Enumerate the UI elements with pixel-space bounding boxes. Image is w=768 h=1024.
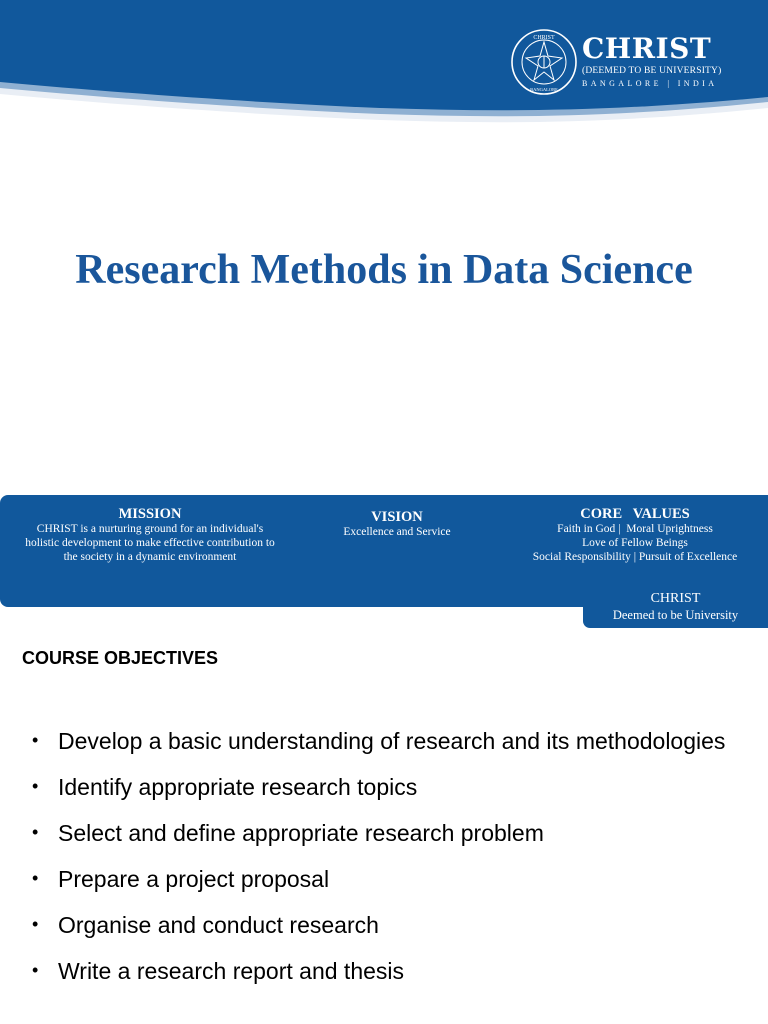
vision-text: Excellence and Service	[343, 526, 451, 538]
university-seal-icon	[510, 28, 578, 96]
objectives-list	[32, 718, 752, 994]
core-values-heading: CORE VALUES	[580, 506, 690, 522]
objective-item	[32, 902, 752, 948]
bullet: •	[32, 914, 39, 934]
objective-text: Write a research report and thesis	[58, 958, 405, 984]
footer-tab-text	[583, 591, 768, 623]
bullet: •	[32, 960, 39, 980]
core-values-section	[505, 506, 765, 564]
objective-text: Select and define appropriate research problem	[58, 820, 544, 846]
logo-city: BANGALORE | INDIA	[582, 79, 718, 88]
objective-text: Prepare a project proposal	[58, 866, 330, 892]
objective-item	[32, 718, 752, 764]
seal-top-text: CHRIST	[533, 35, 555, 41]
mission-heading: MISSION	[118, 506, 182, 522]
seal-bottom-text: BANGALORE	[530, 87, 558, 92]
objective-text: Organise and conduct research	[58, 912, 379, 938]
objective-text: Develop a basic understanding of research and its methodologies	[58, 728, 726, 754]
objective-item	[32, 810, 752, 856]
objective-item	[32, 856, 752, 902]
objective-item	[32, 764, 752, 810]
objective-text: Identify appropriate research topics	[58, 774, 418, 800]
objectives-heading: COURSE OBJECTIVES	[22, 648, 219, 668]
core-values-line: Love of Fellow Beings	[582, 537, 688, 549]
mission-line: holistic development to make effective contribution to	[25, 537, 275, 549]
footer-tab-line2: Deemed to be University	[612, 608, 739, 622]
bullet: •	[32, 868, 39, 888]
bullet: •	[32, 730, 39, 750]
vision-heading: VISION	[371, 509, 423, 525]
mission-section	[0, 506, 300, 564]
core-values-line: Faith in God | Moral Uprightness	[557, 523, 713, 535]
footer-tab-line1: CHRIST	[650, 591, 701, 606]
logo-subtitle: (DEEMED TO BE UNIVERSITY)	[582, 66, 722, 76]
slide-title: Research Methods in Data Science	[75, 247, 693, 293]
core-values-line: Social Responsibility | Pursuit of Excellence	[532, 551, 738, 563]
vision-section	[322, 509, 472, 539]
mission-line: the society in a dynamic environment	[63, 551, 237, 563]
bullet: •	[32, 776, 39, 796]
university-logo	[510, 26, 730, 98]
mission-line: CHRIST is a nurturing ground for an individual's	[36, 523, 264, 535]
bullet: •	[32, 822, 39, 842]
objective-item	[32, 948, 752, 994]
logo-name: CHRIST	[582, 32, 712, 65]
